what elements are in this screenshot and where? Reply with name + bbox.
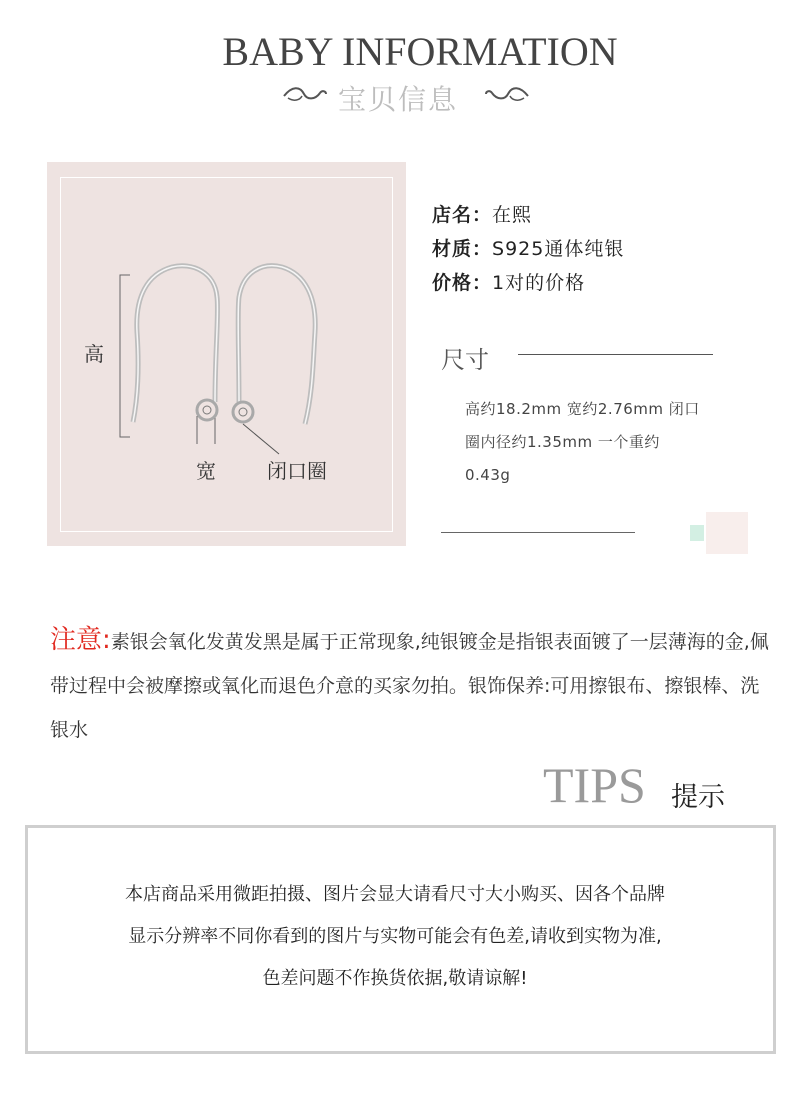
tips-line: 本店商品采用微距拍摄、图片会显大请看尺寸大小购买、因各个品牌 xyxy=(125,884,665,905)
spec-value: S925通体纯银 xyxy=(492,238,625,260)
spec-key: 材质： xyxy=(432,238,493,260)
width-label: 宽 xyxy=(196,461,216,483)
size-heading: 尺寸 xyxy=(441,346,489,374)
tips-text xyxy=(40,874,750,1000)
notice-label: 注意: xyxy=(50,625,111,655)
spec-row-shop xyxy=(432,200,532,227)
tips-title-cn: 提示 xyxy=(671,782,725,813)
page-title-en: BABY INFORMATION xyxy=(222,29,618,74)
page-subtitle-cn: 宝贝信息 xyxy=(338,83,459,116)
spec-value: 1对的价格 xyxy=(492,272,586,294)
size-description xyxy=(465,393,725,492)
spec-value: 在熙 xyxy=(492,204,533,226)
left-swirl-ornament-icon xyxy=(282,84,328,104)
decor-accent xyxy=(690,525,704,541)
care-notice xyxy=(50,618,770,752)
tips-line: 显示分辨率不同你看到的图片与实物可能会有色差,请收到实物为准, xyxy=(128,926,662,947)
size-line: 0.43g xyxy=(465,466,511,484)
spec-key: 价格： xyxy=(432,272,493,294)
height-label: 高 xyxy=(84,344,104,366)
bottom-divider xyxy=(441,532,635,533)
size-line: 圈内径约1.35mm 一个重约 xyxy=(465,433,660,451)
spec-row-material xyxy=(432,234,624,261)
notice-text: 素银会氧化发黄发黑是属于正常现象,纯银镀金是指银表面镀了一层薄海的金,佩带过程中会被摩擦或氧化而退色介意的买家勿拍。银饰保养:可用擦银布、擦银棒、洗银水 xyxy=(50,631,769,741)
spec-key: 店名： xyxy=(432,204,493,226)
product-photo xyxy=(47,162,406,546)
decor-square xyxy=(706,512,748,554)
right-swirl-ornament-icon xyxy=(484,84,530,104)
tips-line: 色差问题不作换货依据,敬请谅解! xyxy=(262,968,528,989)
loop-label: 闭口圈 xyxy=(267,461,327,483)
tips-title-en: TIPS xyxy=(543,757,646,813)
spec-row-price xyxy=(432,268,585,295)
size-line: 高约18.2mm 宽约2.76mm 闭口 xyxy=(465,400,700,418)
size-divider xyxy=(518,354,713,355)
